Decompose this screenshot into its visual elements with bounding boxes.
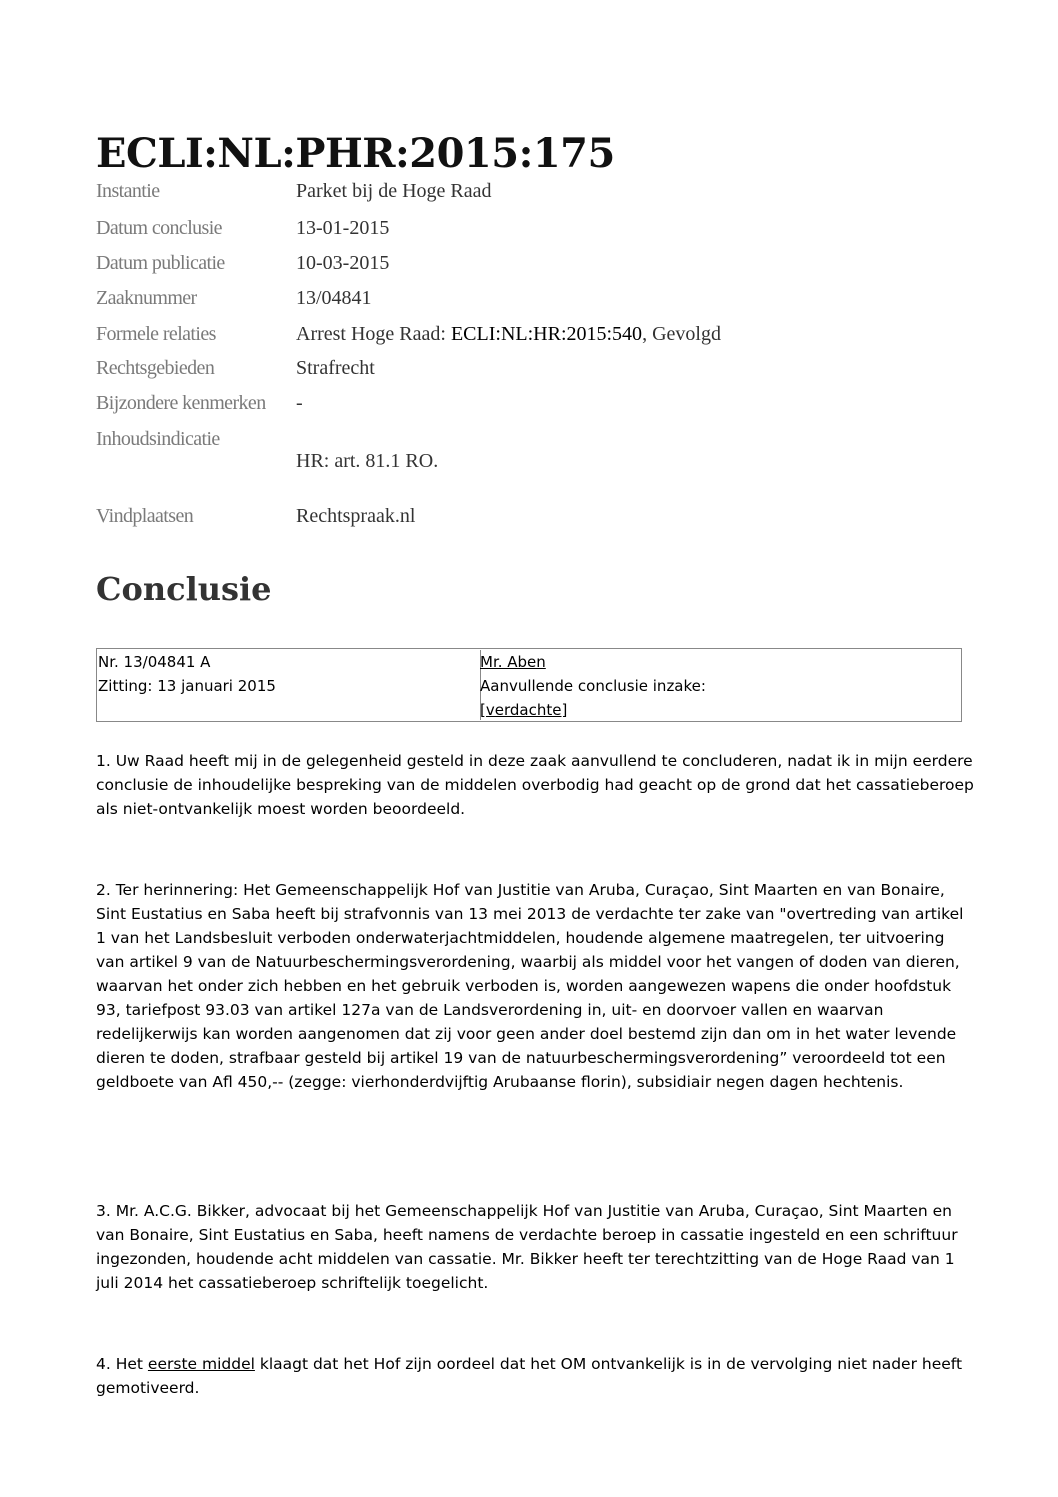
meta-label: Formele relaties	[96, 323, 216, 345]
meta-value: Strafrecht	[296, 357, 375, 379]
meta-label: Bijzondere kenmerken	[96, 392, 266, 414]
meta-row-datum-conclusie	[96, 217, 896, 247]
session-date: Zitting: 13 januari 2015	[98, 677, 276, 695]
meta-row-formele-relaties	[96, 323, 896, 353]
meta-value: -	[296, 392, 303, 414]
meta-label: Inhoudsindicatie	[96, 428, 220, 450]
meta-label: Datum conclusie	[96, 217, 222, 239]
meta-row-datum-publicatie	[96, 252, 896, 282]
meta-row-zaaknummer	[96, 287, 896, 317]
meta-row-rechtsgebieden	[96, 357, 896, 387]
meta-value: 13/04841	[296, 287, 372, 309]
paragraph-1: 1. Uw Raad heeft mij in de gelegenheid gesteld in deze zaak aanvullend te concluderen, nadat ik in mijn eerdere conclusie de inhoudelijke bespreking van de middelen overbodig had geacht op de grond dat het cassatieberoep als niet-ontvankelijk moest worden beoordeeld.	[96, 752, 974, 818]
meta-value: Rechtspraak.nl	[296, 505, 416, 527]
paragraph-4	[96, 1352, 976, 1400]
meta-row-bijzondere-kenmerken	[96, 392, 896, 422]
meta-label: Zaaknummer	[96, 287, 197, 309]
meta-label: Rechtsgebieden	[96, 357, 215, 379]
case-header-table	[96, 648, 962, 722]
meta-value: HR: art. 81.1 RO.	[296, 450, 439, 472]
meta-value: 10-03-2015	[296, 252, 390, 274]
first-ground-link[interactable]: eerste middel	[147, 1355, 255, 1373]
advocate-general-link[interactable]: Mr. Aben	[480, 653, 546, 671]
meta-row-vindplaatsen	[96, 505, 896, 535]
paragraph-4-prefix: 4. Het	[96, 1355, 148, 1373]
page-title: ECLI:NL:PHR:2015:175	[96, 130, 615, 177]
relation-suffix: , Gevolgd	[642, 323, 721, 345]
case-header-left-cell	[97, 650, 481, 720]
meta-value	[296, 323, 721, 346]
paragraph-4-suffix: klaagt dat het Hof zijn oordeel dat het OM ontvankelijk is in de vervolging niet nader heeft gemotiveerd.	[96, 1355, 963, 1397]
related-judgment-link[interactable]: ECLI:NL:HR:2015:540	[450, 323, 643, 345]
case-number: Nr. 13/04841 A	[98, 653, 211, 671]
suspect-link[interactable]: [verdachte]	[480, 701, 568, 719]
relation-prefix: Arrest Hoge Raad:	[296, 323, 451, 345]
meta-value: Parket bij de Hoge Raad	[296, 180, 492, 202]
paragraph-2: 2. Ter herinnering: Het Gemeenschappelijk Hof van Justitie van Aruba, Curaçao, Sint Maarten en van Bonaire, Sint Eustatius en Saba heeft bij strafvonnis van 13 mei 2013 de verdachte ter zake van "overtreding van artikel 1 van het Landsbesluit verboden onderwaterjachtmiddelen, houdende algemene maatregelen, ter uitvoering van artikel 9 van de Natuurbeschermingsverordening, waarbij als middel voor het vangen of doden van dieren, waarvan het onder zich hebben en het gebruik verboden is, worden aangewezen wapens die onder hoofdstuk 93, tariefpost 93.03 van artikel 127a van de Landsverordening in, uit- en doorvoer vallen en waarvan redelijkerwijs kan worden aangenomen dat zij voor geen ander doel bestemd zijn dan om in het water levende dieren te doden, strafbaar gesteld bij artikel 19 van de natuurbeschermingsverordening” veroordeeld tot een geldboete van Afl 450,-- (zegge: vierhonderdvijftig Arubaanse florin), subsidiair negen dagen hechtenis.	[96, 881, 964, 1091]
meta-value: 13-01-2015	[296, 217, 390, 239]
case-header-right-cell	[480, 650, 960, 722]
meta-row-inhoudsindicatie	[96, 428, 896, 488]
paragraph-3: 3. Mr. A.C.G. Bikker, advocaat bij het Gemeenschappelijk Hof van Justitie van Aruba, Curaçao, Sint Maarten en van Bonaire, Sint Eustatius en Saba, heeft namens de verdachte beroep in cassatie ingesteld en een schriftuur ingezonden, houdende acht middelen van cassatie. Mr. Bikker heeft ter terechtzitting van de Hoge Raad van 1 juli 2014 het cassatieberoep schriftelijk toegelicht.	[96, 1202, 958, 1292]
conclusion-type: Aanvullende conclusie inzake:	[480, 677, 706, 695]
meta-label: Vindplaatsen	[96, 505, 194, 527]
meta-label: Instantie	[96, 180, 160, 202]
section-title: Conclusie	[96, 570, 272, 608]
meta-label: Datum publicatie	[96, 252, 225, 274]
meta-row-instantie	[96, 180, 896, 210]
